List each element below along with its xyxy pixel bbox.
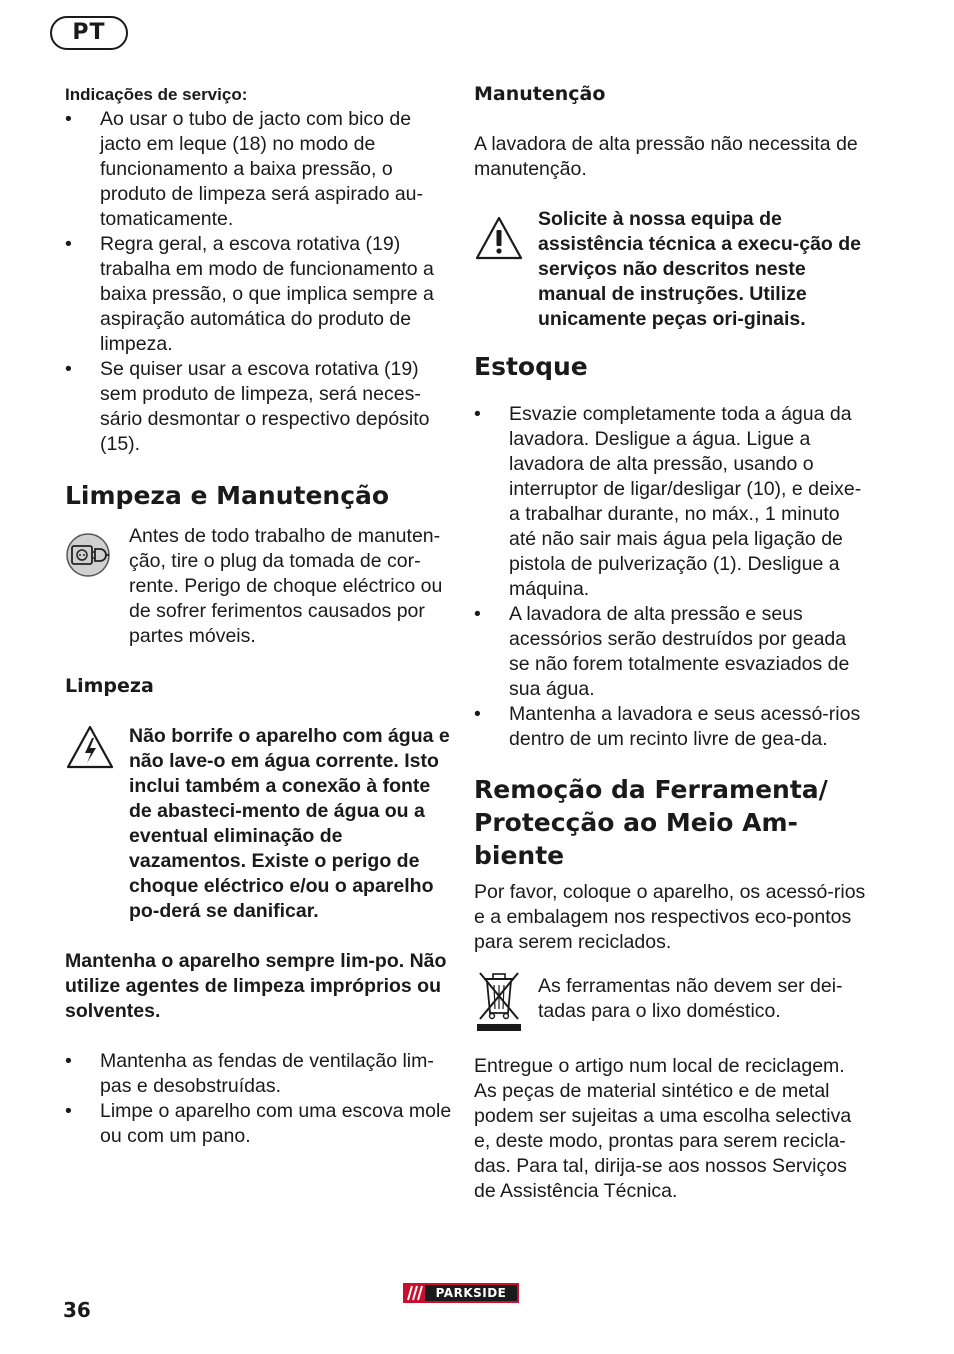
recycle-text: Entregue o artigo num local de reciclagem. As peças de material sintético e de metal podem ser sujeitas a uma escolha selectiva e, deste modo, prontas para serem recicla-das. Para tal, dirija-se aos nossos Serviços de Assistência Técnica.: [474, 1055, 852, 1202]
service-warning-text: Solicite à nossa equipa de assistência técnica a execu-ção de serviços não descritos neste manual de instruções. Utilize unicamente peças ori-ginais.: [538, 208, 862, 330]
cleaning-heading: Limpeza: [65, 675, 154, 697]
disposal-title: Remoção da Ferramenta/ Protecção ao Meio Am-biente: [474, 775, 828, 870]
list-item: • Se quiser usar a escova rotativa (19) sem produto de limpeza, será neces-sário desmontar o respectivo depósito (15).: [65, 357, 455, 457]
list-item: • Ao usar o tubo de jacto com bico de jacto em leque (18) no modo de funcionamento a baixa pressão, o produto de limpeza será aspirado au-tomaticamente.: [65, 107, 455, 232]
disposal-text: Por favor, coloque o aparelho, os acessó-rios e a embalagem nos respectivos eco-pontos para serem reciclados.: [474, 881, 866, 953]
shock-warning-block: [65, 724, 455, 924]
bin-text: As ferramentas não devem ser dei-tadas para o lixo doméstico.: [538, 975, 843, 1022]
electric-shock-warning-icon: [65, 724, 115, 770]
list-item: • Regra geral, a escova rotativa (19) trabalha em modo de funcionamento a baixa pressão, o que implica sempre a aspiração automática do produto de limpeza.: [65, 232, 455, 357]
maintenance-text: A lavadora de alta pressão não necessita de manutenção.: [474, 133, 858, 180]
storage-title: Estoque: [474, 352, 588, 381]
service-warning-block: [474, 207, 869, 332]
left-column: [65, 82, 455, 1149]
list-item: • Mantenha a lavadora e seus acessó-rios dentro de um recinto livre de gea-da.: [474, 702, 869, 752]
page-number: 36: [63, 1298, 91, 1322]
list-item: • Limpe o aparelho com uma escova mole ou com um pano.: [65, 1099, 455, 1149]
right-column: [474, 82, 869, 1204]
crossed-bin-icon: [474, 967, 524, 1033]
shock-warning-text: Não borrife o aparelho com água e não lave-o em água corrente. Isto inclui também a conexão à fonte de abasteci-mento de água ou a eventual eliminação de vazamentos. Existe o perigo de choque eléctrico e/ou o aparelho po-derá se danificar.: [129, 725, 450, 922]
list-item: • Esvazie completamente toda a água da lavadora. Desligue a água. Ligue a lavadora de alta pressão, usando o interruptor de ligar/desligar (10), e deixe-a trabalhar durante, no máx., 1 minuto até não sair mais água pela ligação de pistola de pulverização (1). Desligue a máquina.: [474, 402, 869, 602]
unplug-icon: [65, 532, 111, 578]
unplug-text: Antes de todo trabalho de manuten-ção, tire o plug da tomada de cor-rente. Perigo de choque eléctrico ou de sofrer ferimentos causados por partes móveis.: [129, 525, 443, 647]
maintenance-title: Limpeza e Manutenção: [65, 481, 390, 510]
maintenance-heading: Manutenção: [474, 83, 606, 105]
brand-logo: [403, 1283, 519, 1303]
storage-list: [474, 402, 869, 752]
brand-name: PARKSIDE: [425, 1285, 517, 1301]
bin-notice: [474, 967, 869, 1038]
cleaning-list: [65, 1049, 455, 1149]
unplug-notice: [65, 524, 455, 649]
keep-clean-text: Mantenha o aparelho sempre lim-po. Não utilize agentes de limpeza impróprios ou solventes.: [65, 950, 447, 1022]
brand-slashes-icon: [403, 1283, 425, 1303]
warning-triangle-icon: [474, 215, 524, 261]
service-heading: Indicações de serviço:: [65, 85, 248, 104]
language-badge: PT: [50, 16, 128, 50]
service-list: [65, 107, 455, 457]
list-item: • Mantenha as fendas de ventilação lim-pas e desobstruídas.: [65, 1049, 455, 1099]
list-item: • A lavadora de alta pressão e seus acessórios serão destruídos por geada se não forem totalmente esvaziados de sua água.: [474, 602, 869, 702]
